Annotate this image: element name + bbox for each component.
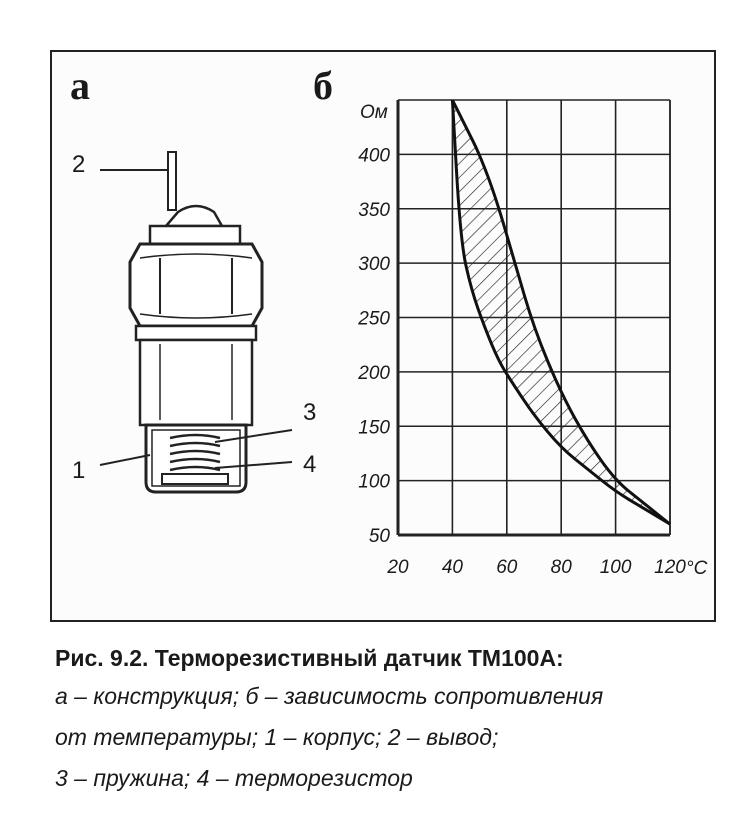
x-tick-label: 80 [550,557,572,578]
callout-4: 4 [303,451,317,478]
y-tick-label: 100 [358,471,390,493]
caption-body [55,676,723,799]
x-axis-unit: °C [686,558,708,579]
y-tick-label: 250 [358,308,390,330]
x-tick-label: 100 [599,557,632,578]
y-tick-label: 400 [358,145,390,167]
y-tick-label: 350 [358,199,390,221]
x-tick-label: 120 [654,557,686,578]
caption-title: Рис. 9.2. Терморезистивный датчик ТМ100А: [55,645,564,671]
y-axis-unit: Ом [360,102,388,123]
y-tick-label: 150 [358,417,390,439]
x-tick-label: 60 [496,557,518,578]
x-tick-label: 40 [441,557,463,578]
caption-line: от температуры; 1 – корпус; 2 – вывод; [55,724,499,750]
callout-2: 2 [72,151,86,178]
panel-label-b: б [313,63,333,108]
y-tick-label: 300 [358,254,390,276]
panel-label-a: а [70,63,90,108]
y-tick-label: 200 [358,362,390,384]
y-tick-label: 50 [368,526,390,547]
figure-caption [55,640,723,799]
callout-3: 3 [303,399,317,426]
caption-line: а – конструкция; б – зависимость сопротивления [55,683,604,709]
x-tick-label: 20 [387,557,409,578]
caption-line: 3 – пружина; 4 – терморезистор [55,765,413,791]
callout-1: 1 [72,457,86,484]
